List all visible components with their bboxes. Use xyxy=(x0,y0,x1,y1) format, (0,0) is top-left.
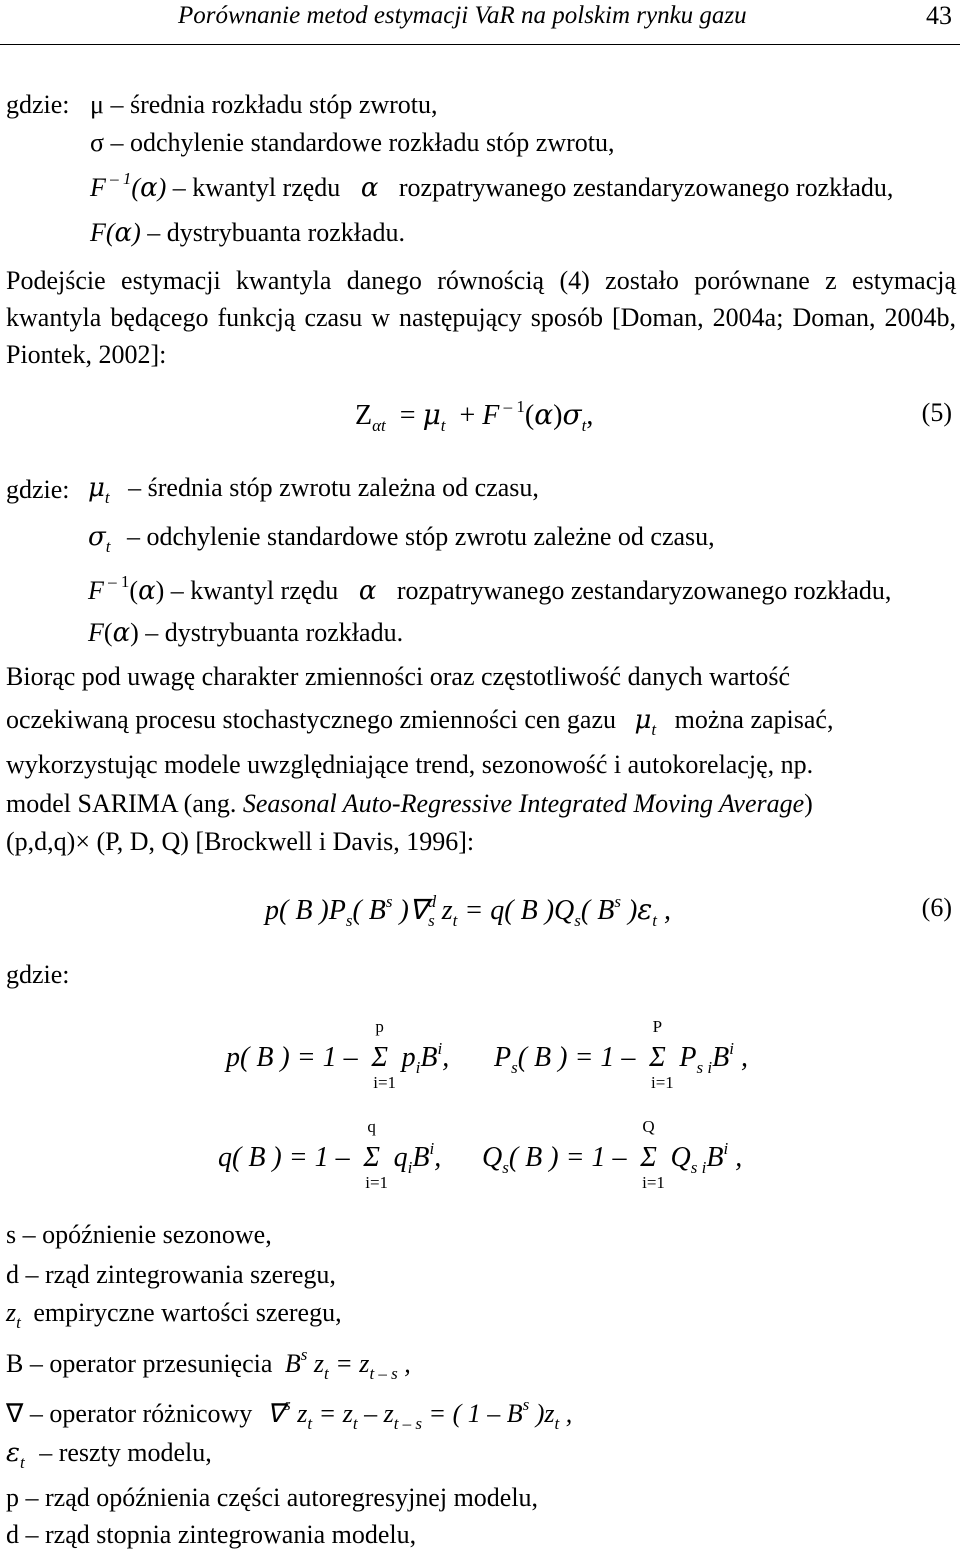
mu-symbol: μ xyxy=(90,90,104,119)
para2-line5: (p,d,q)× (P, D, Q) [Brockwell i Davis, 1996]: xyxy=(6,827,475,856)
equation-5-number: (5) xyxy=(921,398,952,427)
eq-P-poly: $P_s$( B ) = 1 – P Σ i=1 $P_{s i}B^i$ , xyxy=(494,1017,748,1092)
defs2-f: F(α) – dystrybuanta rozkładu. xyxy=(88,618,404,648)
finv-formula: F $^{- 1}$(α) xyxy=(90,169,167,203)
defs1-finv xyxy=(90,170,893,201)
legend-nabla: ∇ – operator różnicowy ∇$^s$ $z_t = z_t - z_{t - s}$ = ( $1 - B^s$ )$z_t$ , xyxy=(6,1395,573,1433)
eq-q-poly: q( B ) = 1 – q Σ i=1 $q_iB^i$, xyxy=(218,1117,442,1192)
running-header-title: Porównanie metod estymacji VaR na polskim rynku gazu xyxy=(178,2,747,29)
legend-b: B – operator przesunięcia $B^s$ $z_t = z_{t - s}$ , xyxy=(6,1345,411,1383)
defs1-finv-text2: rozpatrywanego zestandaryzowanego rozkładu, xyxy=(398,173,894,202)
sigma-symbol: σ xyxy=(90,128,105,157)
legend-z-text: empiryczne wartości szeregu, xyxy=(33,1298,342,1327)
equation-5: $Z_{\alpha t} = \mu_t + F$ $^{- 1}(\alpha)\sigma_t$, xyxy=(355,397,594,435)
para2-line4b: Seasonal Auto-Regressive Integrated Moving Average xyxy=(242,789,805,818)
para2-line2a: oczekiwaną procesu stochastycznego zmienności cen gazu xyxy=(6,705,617,734)
legend-eps: $\varepsilon_t$ – reszty modelu, xyxy=(6,1438,212,1472)
gdzie-3: gdzie: xyxy=(6,960,70,989)
defs2-sigma-text: – odchylenie standardowe stóp zwrotu zależne od czasu, xyxy=(126,522,715,551)
eq-Q-poly: $Q_s$( B ) = 1 – Q Σ i=1 $Q_{s i}B^i$ , xyxy=(482,1117,743,1192)
para2-line4c: ) xyxy=(804,789,813,818)
defs1-f-text: – dystrybuanta rozkładu. xyxy=(147,218,406,247)
alpha-symbol: α xyxy=(360,173,379,203)
para2-line4a: model SARIMA (ang. xyxy=(6,789,237,818)
equation-6: p( B )$P_s$( $B^s$ )∇$^d_s$ $z_t = q$( B )$Q_s$( $B^s$ )$\varepsilon_t$ , xyxy=(265,892,672,930)
legend-nabla-text: – operator różnicowy xyxy=(29,1399,253,1428)
eq-p-poly: p( B ) = 1 – p Σ i=1 $p_iB^i$, xyxy=(226,1017,450,1092)
defs2-finv-text: – kwantyl rzędu xyxy=(170,576,339,605)
para2-line1: Biorąc pod uwagę charakter zmienności oraz częstotliwość danych wartość xyxy=(6,662,791,691)
defs2-f-text: – dystrybuanta rozkładu. xyxy=(145,618,404,647)
para2-line2: oczekiwaną procesu stochastycznego zmienności cen gazu $\mu_t$ można zapisać, xyxy=(6,705,834,739)
para2-line3: wykorzystując modele uwzględniające trend, sezonowość i autokorelację, np. xyxy=(6,750,814,779)
defs2-finv-text2: rozpatrywanego zestandaryzowanego rozkładu, xyxy=(396,576,892,605)
defs1-f xyxy=(90,220,405,246)
defs2-gdzie: gdzie: xyxy=(6,475,70,504)
legend-b-text: B – operator przesunięcia xyxy=(6,1349,273,1378)
defs1-finv-text: – kwantyl rzędu xyxy=(172,173,341,202)
defs1-sigma xyxy=(90,130,614,156)
legend-z: $z_t$ empiryczne wartości szeregu, xyxy=(6,1298,342,1332)
legend-d2: d – rząd stopnia zintegrowania modelu, xyxy=(6,1520,417,1549)
legend-d: d – rząd zintegrowania szeregu, xyxy=(6,1260,336,1289)
defs2-finv: F $^{- 1}$(α) – kwantyl rzędu α rozpatrywanego zestandaryzowanego rozkładu, xyxy=(88,572,892,606)
para2-line4 xyxy=(6,791,813,817)
equation-6-number: (6) xyxy=(921,893,952,922)
defs1-gdzie: gdzie: xyxy=(6,90,70,119)
legend-s: s – opóźnienie sezonowe, xyxy=(6,1220,272,1249)
defs1-mu xyxy=(90,92,438,118)
legend-eps-text: – reszty modelu, xyxy=(39,1438,212,1467)
defs2-sigma: $\sigma_t$ – odchylenie standardowe stóp zwrotu zależne od czasu, xyxy=(88,522,715,556)
defs1-sigma-text: – odchylenie standardowe rozkładu stóp zwrotu, xyxy=(110,128,615,157)
defs2-mu-text: – średnia stóp zwrotu zależna od czasu, xyxy=(128,473,539,502)
f-formula: F(α) xyxy=(90,218,141,248)
legend-p: p – rząd opóźnienia części autoregresyjnej modelu, xyxy=(6,1483,539,1512)
paragraph-1: Podejście estymacji kwantyla danego równością (4) zostało porównane z estymacją kwantyla będącego funkcją czasu w następujący sposób [Doman, 2004a; Doman, 2004b, Piontek, 2002]: xyxy=(6,266,956,369)
page-number: 43 xyxy=(926,1,952,30)
header-rule xyxy=(0,44,960,45)
defs1-mu-text: – średnia rozkładu stóp zwrotu, xyxy=(110,90,438,119)
para2-line2b: można zapisać, xyxy=(674,705,834,734)
defs2-mu: $\mu_t$ – średnia stóp zwrotu zależna od czasu, xyxy=(88,473,539,507)
